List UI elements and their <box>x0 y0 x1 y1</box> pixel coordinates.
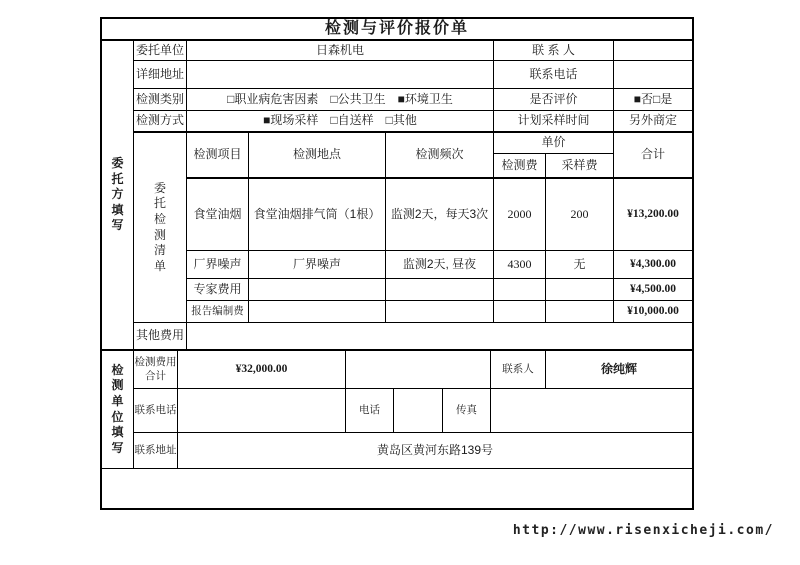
row-test-fee <box>493 278 546 301</box>
row-total: ¥4,300.00 <box>613 250 693 279</box>
row-location: 厂界噪声 <box>248 250 386 279</box>
other-fee-label: 其他费用 <box>133 322 187 351</box>
row-sampling-fee: 无 <box>545 250 614 279</box>
tel-label: 电话 <box>345 388 394 433</box>
row-frequency <box>385 300 494 323</box>
row-test-fee: 4300 <box>493 250 546 279</box>
row-total: ¥4,500.00 <box>613 278 693 301</box>
evaluate-label: 是否评价 <box>493 88 614 111</box>
watermark-url: http://www.risenxicheji.com/ <box>512 523 774 538</box>
row-item: 食堂油烟 <box>186 178 249 251</box>
header-test-location: 检测地点 <box>248 132 386 179</box>
test-category-label: 检测类别 <box>133 88 187 111</box>
test-method-checkboxes: ■现场采样 □自送样 □其他 <box>186 110 494 133</box>
row-location <box>248 300 386 323</box>
row-item: 专家费用 <box>186 278 249 301</box>
header-test-fee: 检测费 <box>493 153 546 179</box>
row-item: 报告编制费 <box>186 300 249 323</box>
header-sampling-fee: 采样费 <box>545 153 614 179</box>
total-cost-label: 检测费用合计 <box>133 350 178 389</box>
header-test-item: 检测项目 <box>186 132 249 179</box>
header-total: 合计 <box>613 132 693 179</box>
contact-phone-label: 联系电话 <box>493 60 614 89</box>
row-test-fee: 2000 <box>493 178 546 251</box>
entrust-unit-value: 日森机电 <box>186 40 494 61</box>
contact-phone-value <box>613 60 693 89</box>
row-test-fee <box>493 300 546 323</box>
contact-person-label: 联 系 人 <box>493 40 614 61</box>
evaluate-checkboxes: ■否□是 <box>613 88 693 111</box>
test-list-side-label: 委托检测清单 <box>133 132 187 323</box>
total-cost-value: ¥32,000.00 <box>177 350 346 389</box>
test-category-checkboxes: □职业病危害因素 □公共卫生 ■环境卫生 <box>186 88 494 111</box>
tel-value <box>393 388 443 433</box>
plan-sampling-time-label: 计划采样时间 <box>493 110 614 133</box>
row-total: ¥13,200.00 <box>613 178 693 251</box>
agency-section-side-label: 检测单位填写 <box>101 350 134 469</box>
row-frequency <box>385 278 494 301</box>
agency-contact-value: 徐纯辉 <box>545 350 693 389</box>
bottom-empty-row <box>101 468 693 509</box>
page-title: 检测与评价报价单 <box>101 18 693 41</box>
row-frequency: 监测2天, 昼夜 <box>385 250 494 279</box>
agency-address-label: 联系地址 <box>133 432 178 469</box>
header-test-frequency: 检测频次 <box>385 132 494 179</box>
test-method-label: 检测方式 <box>133 110 187 133</box>
row-sampling-fee <box>545 300 614 323</box>
row-location <box>248 278 386 301</box>
row-sampling-fee <box>545 278 614 301</box>
row-location: 食堂油烟排气筒（1根） <box>248 178 386 251</box>
agency-address-value: 黄岛区黄河东路139号 <box>177 432 693 469</box>
fax-value <box>490 388 693 433</box>
contact-person-value <box>613 40 693 61</box>
entrust-unit-label: 委托单位 <box>133 40 187 61</box>
agency-phone-row-label: 联系电话 <box>133 388 178 433</box>
detail-address-value <box>186 60 494 89</box>
other-fee-value <box>186 322 693 351</box>
row-frequency: 监测2天，每天3次 <box>385 178 494 251</box>
total-row-blank-cell <box>345 350 491 389</box>
detail-address-label: 详细地址 <box>133 60 187 89</box>
agency-phone-blank-cell <box>177 388 346 433</box>
row-total: ¥10,000.00 <box>613 300 693 323</box>
row-item: 厂界噪声 <box>186 250 249 279</box>
fax-label: 传真 <box>442 388 491 433</box>
agency-contact-label: 联系人 <box>490 350 546 389</box>
row-sampling-fee: 200 <box>545 178 614 251</box>
client-section-side-label: 委托方填写 <box>101 40 134 351</box>
header-unit-price: 单价 <box>493 132 614 154</box>
plan-sampling-time-value: 另外商定 <box>613 110 693 133</box>
